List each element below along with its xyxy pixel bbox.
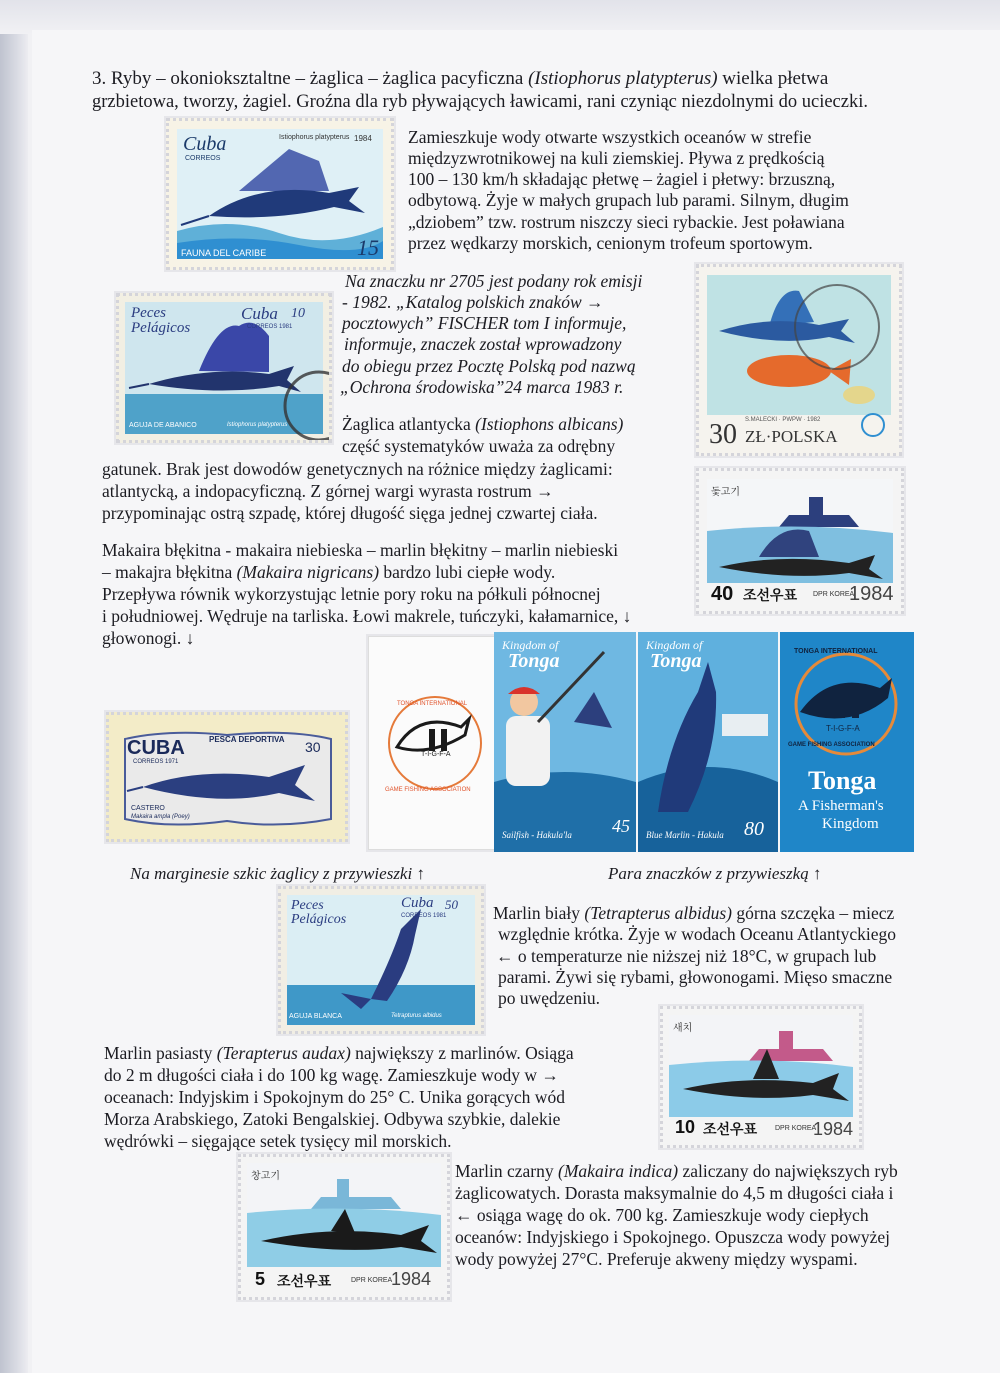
black-marlin-line-3: ← osiąga wagę do ok. 700 kg. Zamieszkuje wody ciepłych <box>455 1205 869 1225</box>
tonga-c-top: TONGA INTERNATIONAL <box>794 648 878 655</box>
tonga-b-country: Tonga <box>650 650 702 672</box>
white-marlin-line-3: ← o temperaturze nie niższej niż 18°C, w grupach lub <box>496 946 877 966</box>
white-marlin-line-5: po uwędzeniu. <box>498 988 601 1008</box>
korea3-title: 창고기 <box>251 1171 280 1182</box>
poland-country: ZŁ·POLSKA <box>745 427 838 446</box>
tab-line1: TONGA INTERNATIONAL <box>397 701 468 707</box>
korea2-value: 10 <box>675 1117 696 1137</box>
tonga-a-country: Tonga <box>508 650 560 672</box>
cuba3-latin: Makaira ampla (Poey) <box>131 814 190 820</box>
white-marlin-prefix: Marlin biały <box>493 903 585 923</box>
blue-marlin-prefix: – makajra błękitna <box>102 562 237 582</box>
stamp-poland-environment <box>696 264 902 456</box>
cuba4-sub: CORREOS 1981 <box>401 913 447 919</box>
korea1-value: 40 <box>711 583 734 605</box>
tonga-a-value: 45 <box>612 816 630 836</box>
tonga-a-header: Kingdom of <box>502 638 559 652</box>
cuba4-country: Cuba <box>401 895 434 911</box>
sailfish-line-1: Zamieszkuje wody otwarte wszystkich oceanów w strefie <box>408 127 812 147</box>
stamp-tonga-blue-marlin <box>638 632 778 852</box>
black-latin: (Makaira indica) <box>558 1161 679 1181</box>
striped-marlin-line-4: Morza Arabskiego, Zatoki Bengalskiej. Odbywa szybkie, dalekie <box>104 1109 561 1129</box>
white-marlin-line-4: parami. Żywi się rybami, głowonogami. Mięso smaczne <box>498 967 893 987</box>
catalog-line-1: Na znaczku nr 2705 jest podany rok emisji <box>345 271 643 291</box>
title-line2: grzbietowa, tworzy, żagiel. Groźna dla ryb pływających ławicami, rani czyniąc niezdolnymi do ucieczki. <box>92 92 868 112</box>
striped-suffix: największy z marlinów. Osiąga <box>350 1043 574 1063</box>
cuba3-title: PESCA DEPORTIVA <box>209 735 285 744</box>
blue-marlin-line-3: Przepływa równik wykorzystując letnie pory roku na półkuli północnej <box>102 584 601 604</box>
atlantic-line-2: część systematyków uważa za odrębny <box>342 436 616 456</box>
stamp-cuba-castero <box>106 712 348 842</box>
cuba3-value: 30 <box>305 739 321 755</box>
stamp-cuba-aguja-abanico <box>116 293 332 443</box>
cuba1-year: 1984 <box>354 134 372 143</box>
stamp-korea-10 <box>660 1006 862 1148</box>
cuba1-label: FAUNA DEL CARIBE <box>181 248 267 258</box>
cuba2-label: AGUJA DE ABANICO <box>129 422 197 429</box>
atlantic-line-1 <box>342 414 623 435</box>
cuba3-country: CUBA <box>127 737 185 759</box>
cuba1-value: 15 <box>357 235 379 260</box>
cuba3-label: CASTERO <box>131 805 165 812</box>
tigfa-logo-sketch <box>369 637 495 849</box>
top-shadow <box>0 0 1000 34</box>
korea1-year: 1984 <box>849 583 894 605</box>
catalog-line-6: „Ochrona środowiska”24 marca 1983 r. <box>340 377 624 397</box>
tonga-a-caption: Sailfish - Hakula'la <box>502 830 572 840</box>
marlin-illustration <box>109 715 345 839</box>
cuba4-series: Peces Pelágicos <box>291 898 347 927</box>
blue-marlin-line-5: głowonogi. ↓ <box>102 628 195 648</box>
tonga-tab <box>368 636 496 850</box>
cuba1-country: Cuba <box>183 133 227 155</box>
black-suffix: zaliczany do największych ryb <box>678 1161 898 1181</box>
tab-abbr: T-I-G-F-A <box>421 751 451 758</box>
sailfish-line-4: odbytową. Żyje w małych grupach lub parami. Silnym, długim <box>408 190 849 210</box>
stamp-korea-40 <box>696 468 904 614</box>
cuba2-latin: Istiophorus platypterus <box>227 422 288 428</box>
white-marlin-latin: (Tetrapterus albidus) <box>584 903 733 923</box>
poland-value: 30 <box>709 419 737 450</box>
tonga-b-header: Kingdom of <box>646 638 703 652</box>
cuba4-label: AGUJA BLANCA <box>289 1013 342 1020</box>
cuba2-country: Cuba <box>241 304 278 323</box>
tonga-c-name: Tonga <box>808 766 877 795</box>
title-latin: (Istiophorus platypterus) <box>528 68 718 89</box>
atlantic-line-4: atlantycką, a indopacyficzną. Z górnej wargi wyrasta rostrum → <box>102 481 554 501</box>
catalog-line-3: pocztowych” FISCHER tom I informuje, <box>342 313 627 333</box>
tab-line2: GAME FISHING ASSOCIATION <box>385 787 471 793</box>
tonga-b-value: 80 <box>744 818 764 840</box>
stamp-cuba-aguja-blanca <box>278 886 484 1034</box>
tonga-c-slogan2: Kingdom <box>822 816 879 832</box>
black-prefix: Marlin czarny <box>455 1161 559 1181</box>
blue-marlin-line-1: Makaira błękitna - makaira niebieska – marlin błękitny – marlin niebieski <box>102 540 619 560</box>
stamp-cuba-sailfish <box>166 118 394 270</box>
atlantic-latin: (Istiophons albicans) <box>475 414 624 434</box>
atlantic-line-5: przypominając ostrą szpadę, której długość sięga jednej czwartej ciała. <box>102 503 598 523</box>
sailfish-line-6: przez wędkarzy morskich, cenionym trofeum sportowym. <box>408 233 813 253</box>
blue-marlin-latin: (Makaira nigricans) <box>236 562 380 582</box>
black-marlin-line-2: żaglicowatych. Dorasta maksymalnie do 4,5 m długości ciała i <box>455 1183 894 1203</box>
catalog-line-4: informuje, znaczek został wprowadzony <box>344 334 622 354</box>
catalog-line-5: do obiegu przez Pocztę Polską pod nazwą <box>342 356 636 376</box>
cuba2-value: 10 <box>291 306 305 321</box>
blue-marlin-line-4: i południowej. Wędruje na tarliska. Łowi makrele, tuńczyki, kałamarnice, ↓ <box>102 606 632 626</box>
title-prefix: 3. Ryby – okonioksztaltne – żaglica – żaglica pacyficzna <box>92 68 529 89</box>
sailfish-line-5: „dziobem” tzw. rostrum niszczy sieci rybackie. Jest poławiana <box>408 212 845 232</box>
tonga-c-abbr: T-I-G-F-A <box>826 724 860 733</box>
cuba3-sub: CORREOS 1971 <box>133 759 179 765</box>
blue-marlin-suffix: bardzo lubi ciepłe wody. <box>379 562 556 582</box>
white-marlin-suffix: górna szczęka – miecz <box>732 903 895 923</box>
korea1-sub: DPR KOREA <box>813 591 855 598</box>
tonga-c-bottom: GAME FISHING ASSOCIATION <box>788 742 875 748</box>
stamp-tonga-sailfish <box>494 632 636 852</box>
korea3-sub: DPR KOREA <box>351 1277 393 1284</box>
korea2-title: 새치 <box>673 1023 693 1034</box>
korea2-country: 조선우표 <box>703 1121 758 1137</box>
sailfish-line-3: 100 – 130 km/h składając płetwę – żagiel i płetwy: brzuszną, <box>408 169 836 189</box>
black-marlin-line-5: wody powyżej 27°C. Preferuje akweny między wyspami. <box>455 1249 858 1269</box>
atlantic-prefix: Żaglica atlantycka <box>342 414 476 434</box>
poland-artist: S.MALECKI · PWPW · 1982 <box>745 417 821 423</box>
tonga-b-caption: Blue Marlin - Hakula <box>646 830 724 840</box>
striped-marlin-line-2: do 2 m długości ciała i do 100 kg wagę. Zamieszkuje wody w → <box>104 1065 559 1085</box>
cuba4-latin: Tetrapturus albidus <box>391 1013 442 1019</box>
white-marlin-line-2: względnie krótka. Żyje w wodach Oceanu Atlantyckiego <box>498 924 896 944</box>
black-marlin-line-4: oceanów: Indyjskiego i Spokojnego. Opuszcza wody powyżej <box>455 1227 890 1247</box>
blue-marlin-line-2 <box>102 562 555 583</box>
korea1-country: 조선우표 <box>743 587 798 603</box>
sailfish-line-2: międzyzwrotnikowej na kuli ziemskiej. Pływa z prędkością <box>408 148 825 168</box>
title-suffix: wielka płetwa <box>717 68 829 89</box>
cuba2-series: Peces Pelágicos <box>131 305 191 336</box>
cuba2-sub: CORREOS 1981 <box>247 324 293 330</box>
stamp-tonga-label <box>780 632 914 852</box>
striped-marlin-line-5: wędrówki – sięgające setek tysięcy mil morskich. <box>104 1131 452 1151</box>
page-title <box>92 68 828 90</box>
atlantic-line-3: gatunek. Brak jest dowodów genetycznych na różnice między żaglicami: <box>102 459 613 479</box>
korea3-value: 5 <box>255 1269 266 1289</box>
striped-marlin-line-3: oceanach: Indyjskim i Spokojnym do 25° C. Unika gorących wód <box>104 1087 565 1107</box>
korea3-country: 조선우표 <box>277 1273 332 1289</box>
striped-marlin-line-1 <box>104 1043 574 1064</box>
striped-latin: (Terapterus audax) <box>216 1043 351 1063</box>
caption-pair: Para znaczków z przywieszką ↑ <box>608 864 822 883</box>
korea1-title: 돛고기 <box>711 487 740 498</box>
scanner-edge <box>0 0 28 1373</box>
cuba1-sub: CORREOS <box>185 155 221 162</box>
caption-tab-sketch: Na marginesie szkic żaglicy z przywieszki ↑ <box>130 864 425 883</box>
black-marlin-line-1 <box>455 1161 898 1182</box>
cuba1-latin: Istiophorus platypterus <box>279 134 350 141</box>
white-marlin-line-1 <box>493 903 894 924</box>
stamp-korea-5 <box>238 1154 450 1300</box>
korea2-year: 1984 <box>813 1119 854 1139</box>
striped-prefix: Marlin pasiasty <box>104 1043 217 1063</box>
catalog-line-2: - 1982. „Katalog polskich znaków → <box>342 292 604 312</box>
korea2-sub: DPR KOREA <box>775 1125 817 1132</box>
cuba4-value: 50 <box>445 897 458 912</box>
tonga-c-slogan1: A Fisherman's <box>798 798 884 814</box>
korea3-year: 1984 <box>391 1269 432 1289</box>
